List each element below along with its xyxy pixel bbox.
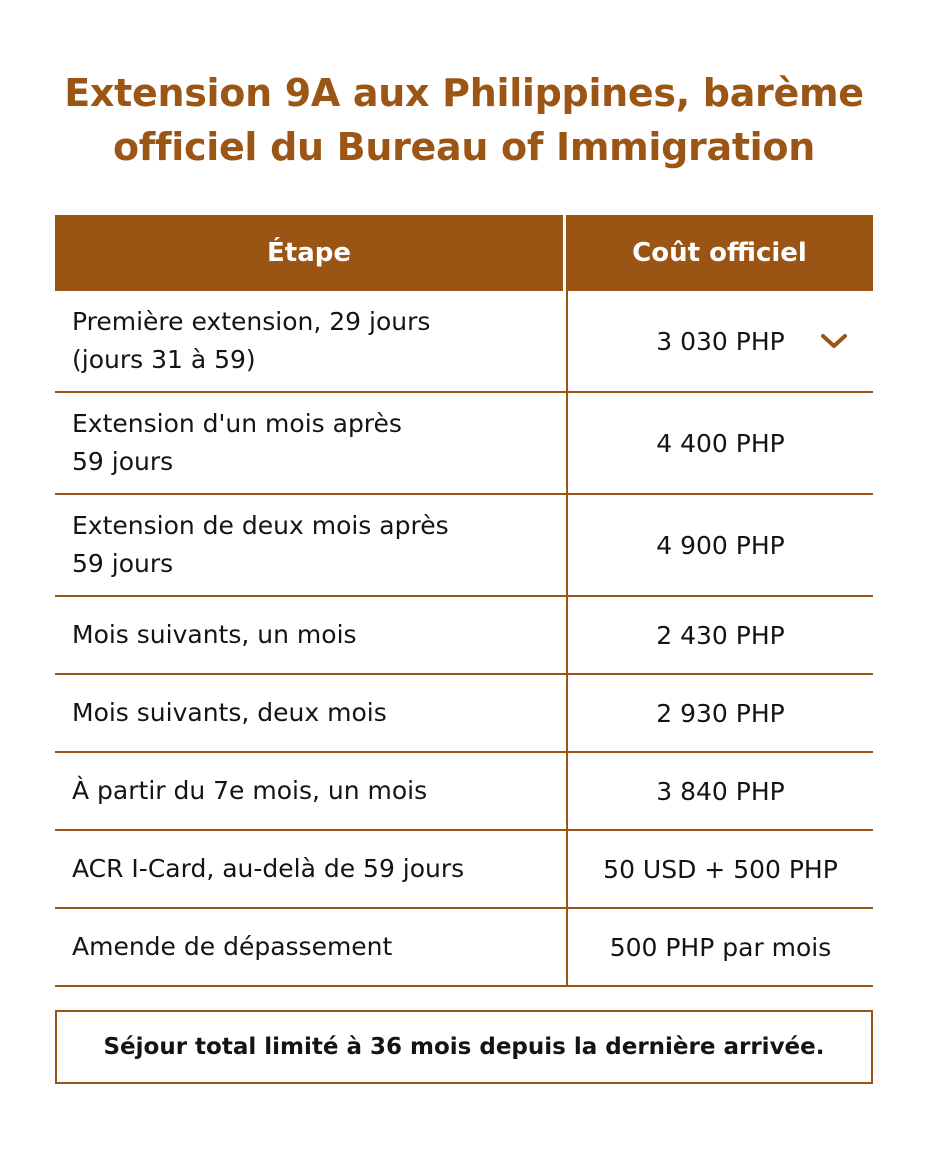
cost-value: 2 930 PHP [656,698,785,728]
cost-cell [568,393,873,493]
cost-value: 50 USD + 500 PHP [603,854,838,884]
table-row [55,909,873,987]
title-line-1: Extension 9A aux Philippines, barème [64,71,864,115]
fee-table [55,215,873,987]
table-header [55,215,873,291]
cost-cell [568,495,873,595]
chevron-down-icon[interactable] [819,332,849,350]
cost-value: 3 840 PHP [656,776,785,806]
title-line-2: officiel du Bureau of Immigration [113,125,815,169]
step-cell [55,495,568,595]
header-cost: Coût officiel [632,238,807,268]
cost-cell [568,291,873,391]
table-row [55,597,873,675]
cost-value: 4 900 PHP [656,530,785,560]
step-cell: Mois suivants, deux mois [55,675,568,751]
step-cell [55,291,568,391]
stay-limit-note: Séjour total limité à 36 mois depuis la dernière arrivée. [55,1010,873,1084]
table-row [55,495,873,597]
page-title [0,66,928,174]
table-row [55,753,873,831]
table-row[interactable] [55,291,873,393]
step-line-2: 59 jours [72,447,174,476]
cost-value: 2 430 PHP [656,620,785,650]
cost-value: 4 400 PHP [656,428,785,458]
step-line-1: Extension d'un mois après [72,409,402,438]
cost-cell [568,597,873,673]
cost-value: 500 PHP par mois [609,932,832,962]
step-line-2: (jours 31 à 59) [72,345,256,374]
step-cell: ACR I-Card, au-delà de 59 jours [55,831,568,907]
step-line-1: Extension de deux mois après [72,511,449,540]
cost-cell [568,831,873,907]
cost-value: 3 030 PHP [656,326,785,356]
step-cell: À partir du 7e mois, un mois [55,753,568,829]
step-line-1: Première extension, 29 jours [72,307,431,336]
table-row [55,831,873,909]
step-cell: Mois suivants, un mois [55,597,568,673]
header-step: Étape [55,215,566,291]
cost-cell [568,753,873,829]
cost-cell [568,909,873,985]
step-cell [55,393,568,493]
step-cell: Amende de dépassement [55,909,568,985]
step-line-2: 59 jours [72,549,174,578]
table-row [55,393,873,495]
table-row [55,675,873,753]
cost-cell [568,675,873,751]
